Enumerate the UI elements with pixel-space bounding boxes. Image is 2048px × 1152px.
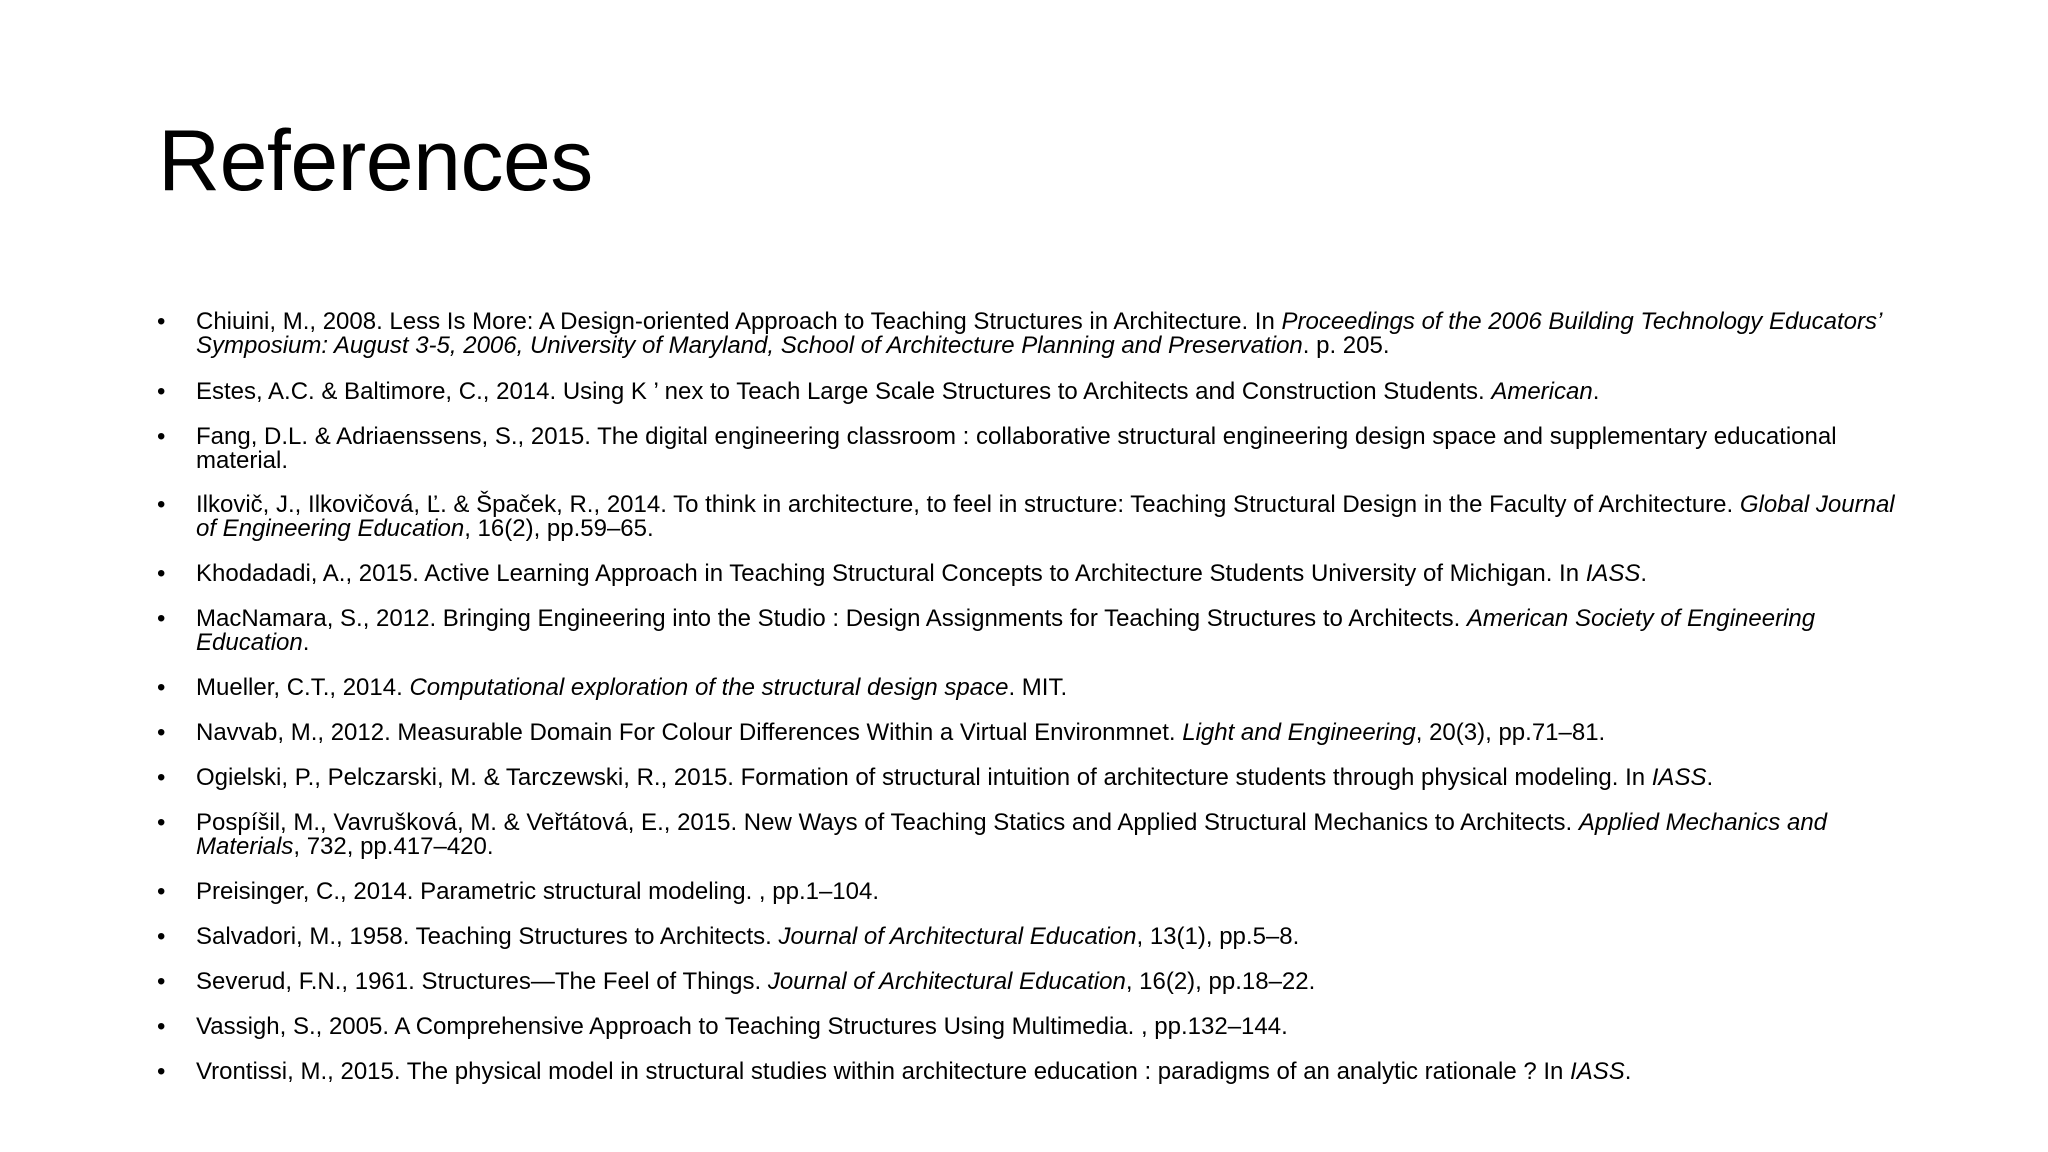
reference-segment: , 16(2), pp.18–22. [1125, 968, 1316, 995]
reference-segment: MacNamara, S., 2012. Bringing Engineering into the Studio : Design Assignments for Teaching Structures to Architects. [196, 605, 1467, 632]
bullet-icon: • [157, 719, 166, 746]
bullet-icon: • [157, 923, 166, 950]
reference-text [196, 560, 1647, 587]
reference-text [196, 491, 1895, 542]
reference-segment: . MIT. [1008, 674, 1068, 701]
reference-item [155, 493, 1915, 541]
reference-text [196, 1013, 1288, 1040]
reference-source-italic: Proceedings of the 2006 Building Technology Educators’ Symposium: August 3-5, 2006, University of Maryland, School of Architecture Planning and Preservation [196, 308, 1882, 359]
reference-segment: Fang, D.L. & Adriaenssens, S., 2015. The digital engineering classroom : collaborative structural engineering design space and supplementary educational material. [196, 423, 1837, 474]
bullet-icon: • [157, 809, 166, 836]
reference-item [155, 925, 1915, 949]
bullet-icon: • [157, 560, 166, 587]
reference-segment: Pospíšil, M., Vavrušková, M. & Veřtátová, E., 2015. New Ways of Teaching Statics and Applied Structural Mechanics to Architects. [196, 809, 1579, 836]
bullet-icon: • [157, 308, 166, 335]
bullet-icon: • [157, 423, 166, 450]
reference-item [155, 1015, 1915, 1039]
reference-source-italic: IASS [1651, 764, 1707, 791]
reference-item [155, 562, 1915, 586]
reference-source-italic: IASS [1585, 560, 1641, 587]
reference-segment: Navvab, M., 2012. Measurable Domain For Colour Differences Within a Virtual Environmnet. [196, 719, 1183, 746]
reference-text [196, 719, 1605, 746]
reference-item [155, 1060, 1915, 1084]
reference-segment: Salvadori, M., 1958. Teaching Structures to Architects. [196, 923, 779, 950]
reference-text [196, 308, 1881, 359]
reference-segment: Preisinger, C., 2014. Parametric structural modeling. , pp.1–104. [196, 878, 880, 905]
bullet-icon: • [157, 878, 166, 905]
reference-segment: Chiuini, M., 2008. Less Is More: A Design-oriented Approach to Teaching Structures in Architecture. In [196, 308, 1282, 335]
reference-text [196, 423, 1837, 474]
bullet-icon: • [157, 605, 166, 632]
reference-source-italic: Journal of Architectural Education [767, 968, 1126, 995]
reference-source-italic: Global Journal of Engineering Education [196, 491, 1895, 542]
reference-segment: . [1640, 560, 1648, 587]
bullet-icon: • [157, 1058, 166, 1085]
reference-segment: Vrontissi, M., 2015. The physical model in structural studies within architecture education : paradigms of an analytic rationale ? In [196, 1058, 1571, 1085]
reference-item [155, 676, 1915, 700]
reference-item [155, 766, 1915, 790]
reference-text [196, 1058, 1631, 1085]
reference-segment: Mueller, C.T., 2014. [196, 674, 410, 701]
bullet-icon: • [157, 378, 166, 405]
reference-source-italic: Journal of Architectural Education [778, 923, 1137, 950]
reference-text [196, 878, 879, 905]
reference-text [196, 378, 1599, 405]
reference-segment: . [1624, 1058, 1632, 1085]
reference-source-italic: IASS [1570, 1058, 1625, 1085]
bullet-icon: • [157, 674, 166, 701]
bullet-icon: • [157, 1013, 166, 1040]
reference-segment: . [1706, 764, 1714, 791]
reference-item [155, 607, 1915, 655]
reference-text [196, 764, 1713, 791]
reference-source-italic: American Society of Engineering Education [196, 605, 1816, 656]
reference-segment: Estes, A.C. & Baltimore, C., 2014. Using K ’ nex to Teach Large Scale Structures to Architects and Construction Students. [196, 378, 1492, 405]
reference-text [196, 809, 1827, 860]
reference-segment: , 20(3), pp.71–81. [1415, 719, 1606, 746]
bullet-icon: • [157, 968, 166, 995]
reference-source-italic: Computational exploration of the structural design space [409, 674, 1009, 701]
reference-segment: . [302, 629, 310, 656]
reference-text [196, 674, 1067, 701]
reference-item [155, 721, 1915, 745]
reference-segment: , 732, pp.417–420. [293, 833, 494, 860]
reference-segment: Khodadadi, A., 2015. Active Learning Approach in Teaching Structural Concepts to Architecture Students University of Michigan. In [196, 560, 1586, 587]
reference-text [196, 968, 1315, 995]
reference-text [196, 605, 1815, 656]
reference-segment: . [1592, 378, 1600, 405]
reference-source-italic: Applied Mechanics and Materials [196, 809, 1828, 860]
reference-segment: Vassigh, S., 2005. A Comprehensive Approach to Teaching Structures Using Multimedia. , pp.132–144. [196, 1013, 1288, 1040]
reference-segment: Ilkovič, J., Ilkovičová, Ľ. & Špaček, R., 2014. To think in architecture, to feel in structure: Teaching Structural Design in the Faculty of Architecture. [196, 491, 1740, 518]
reference-segment: . p. 205. [1302, 332, 1390, 359]
reference-item [155, 310, 1915, 358]
reference-segment: Severud, F.N., 1961. Structures—The Feel of Things. [196, 968, 768, 995]
reference-source-italic: Light and Engineering [1182, 719, 1416, 746]
reference-segment: Ogielski, P., Pelczarski, M. & Tarczewski, R., 2015. Formation of structural intuition of architecture students through physical modeling. In [196, 764, 1652, 791]
bullet-icon: • [157, 764, 166, 791]
reference-segment: , 13(1), pp.5–8. [1136, 923, 1300, 950]
bullet-icon: • [157, 491, 166, 518]
reference-item [155, 970, 1915, 994]
reference-item [155, 811, 1915, 859]
reference-text [196, 923, 1299, 950]
reference-item [155, 880, 1915, 904]
reference-source-italic: American [1491, 378, 1593, 405]
reference-item [155, 425, 1915, 473]
slide-title: References [158, 113, 593, 209]
reference-item [155, 380, 1915, 404]
reference-segment: , 16(2), pp.59–65. [464, 515, 654, 542]
